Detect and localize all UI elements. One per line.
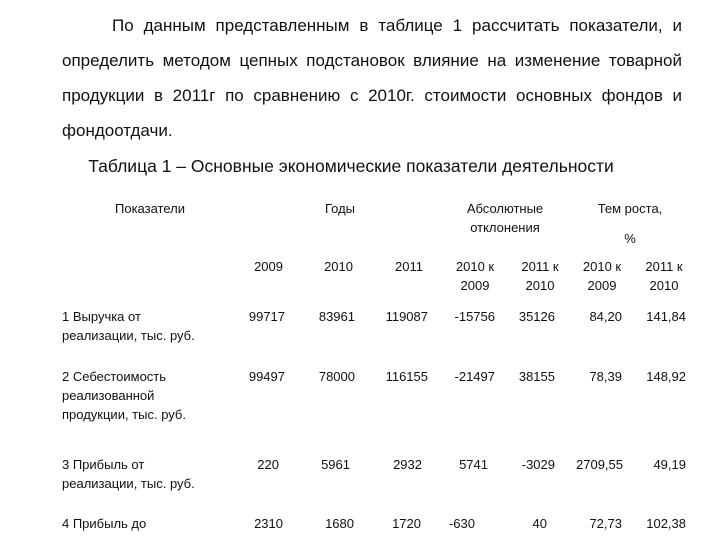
header-years: Годы [324,201,356,216]
subheader-growth-2011-vs-2010-line2: 2010 [649,278,679,293]
row-1-abs-2010-vs-2009: -15756 [454,309,495,324]
row-3-label-line1: 3 Прибыль от [62,457,145,472]
header-growth-rate-line1: Тем роста, [597,201,663,216]
row-2-2010: 78000 [318,369,355,384]
row-3-growth-2010-vs-2009: 2709,55 [576,457,623,472]
row-4-label-line1: 4 Прибыль до [62,516,147,531]
row-2-label-line1: 2 Себестоимость [62,369,167,384]
row-1-growth-2010-vs-2009: 84,20 [589,309,622,324]
row-2-growth-2010-vs-2009: 78,39 [589,369,622,384]
header-abs-deviation-line1: Абсолютные [466,201,544,216]
row-1-label-line2: реализации, тыс. руб. [62,328,195,343]
row-2-label-line3: продукции, тыс. руб. [62,407,186,422]
subheader-2011: 2011 [395,259,423,274]
row-1-label-line1: 1 Выручка от [62,309,141,324]
subheader-abs-2010-vs-2009-line2: 2009 [460,278,490,293]
row-2-2011: 116155 [385,369,428,384]
row-3-growth-2011-vs-2010: 49,19 [653,457,686,472]
row-4-2009: 2310 [254,516,283,531]
table-caption: Таблица 1 – Основные экономические показатели деятельности [88,156,614,176]
row-1-2009: 99717 [248,309,285,324]
subheader-abs-2011-vs-2010-line2: 2010 [525,278,555,293]
subheader-growth-2011-vs-2010-line1: 2011 к [645,259,683,274]
row-1-2010: 83961 [318,309,355,324]
row-4-2011: 1720 [392,516,421,531]
row-4-growth-2010-vs-2009: 72,73 [589,516,622,531]
subheader-growth-2010-vs-2009-line2: 2009 [587,278,617,293]
row-2-abs-2011-vs-2010: 38155 [518,369,555,384]
row-2-abs-2010-vs-2009: -21497 [454,369,495,384]
row-4-abs-2010-vs-2009: -630 [448,516,475,531]
row-1-growth-2011-vs-2010: 141,84 [646,309,686,324]
row-3-2010: 5961 [321,457,350,472]
subheader-abs-2011-vs-2010-line1: 2011 к [521,259,559,274]
row-3-2009: 220 [257,457,279,472]
row-3-abs-2010-vs-2009: 5741 [459,457,488,472]
row-3-label-line2: реализации, тыс. руб. [62,476,195,491]
row-1-2011: 119087 [385,309,428,324]
row-4-growth-2011-vs-2010: 102,38 [646,516,686,531]
row-4-2010: 1680 [325,516,354,531]
row-3-2011: 2932 [393,457,422,472]
header-indicators: Показатели [115,201,185,216]
header-abs-deviation-line2: отклонения [470,220,540,235]
subheader-2009: 2009 [254,259,283,274]
header-growth-rate-line2: % [624,231,636,246]
row-2-growth-2011-vs-2010: 148,92 [646,369,686,384]
row-2-2009: 99497 [248,369,285,384]
subheader-growth-2010-vs-2009-line1: 2010 к [582,259,622,274]
subheader-abs-2010-vs-2009-line1: 2010 к [455,259,495,274]
intro-paragraph: По данным представленным в таблице 1 рассчитать показатели, и определить методом цепных подстановок влияние на изменение товарной продукции в 2011г по сравнению с 2010г. стоимости основных фондов и фондоотдачи. [62,16,682,140]
row-1-abs-2011-vs-2010: 35126 [518,309,555,324]
row-2-label-line2: реализованной [62,388,155,403]
subheader-2010: 2010 [324,259,353,274]
row-3-abs-2011-vs-2010: -3029 [521,457,555,472]
row-4-abs-2011-vs-2010: 40 [532,516,547,531]
